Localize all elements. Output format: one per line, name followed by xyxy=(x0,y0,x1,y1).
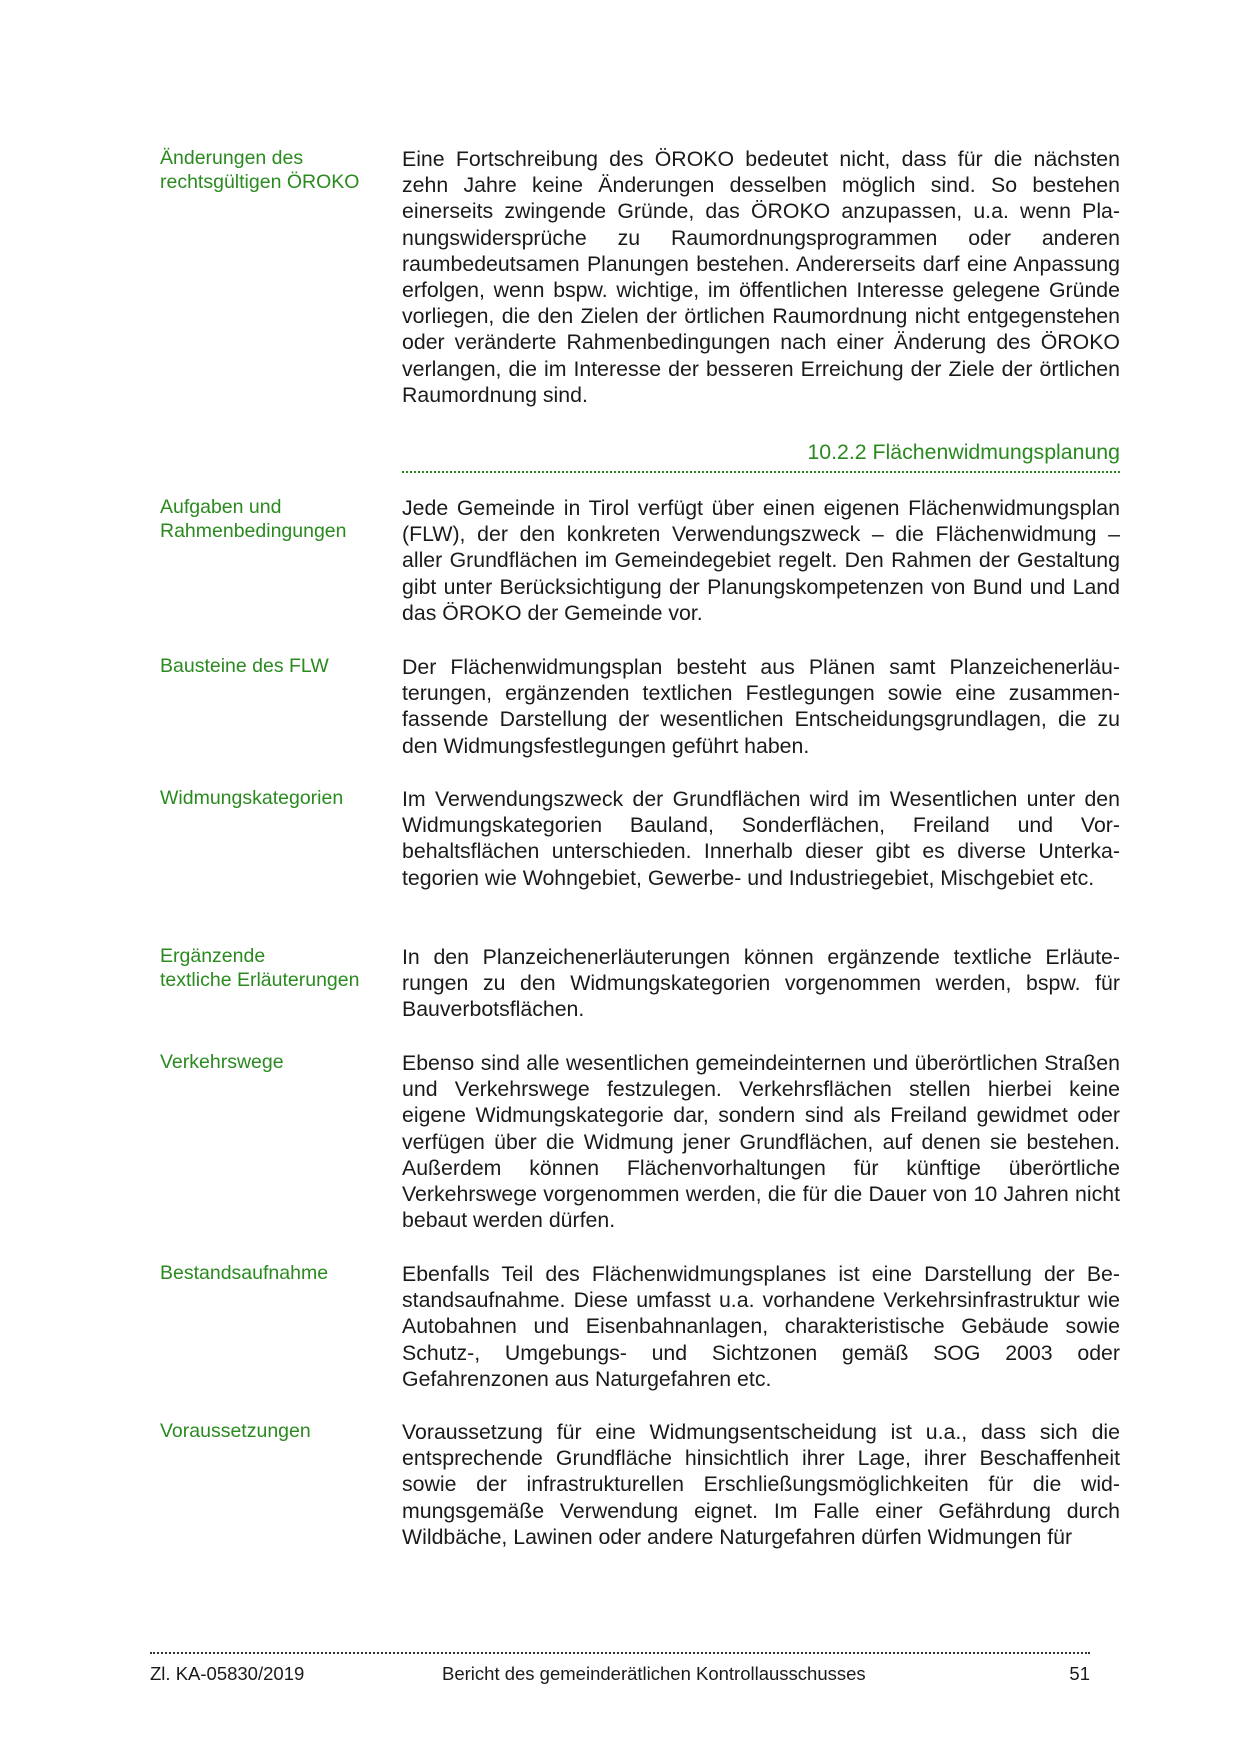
section-ergaenzende xyxy=(160,944,1120,1023)
margin-label: Voraussetzungen xyxy=(160,1420,311,1442)
section-aufgaben xyxy=(160,495,1120,626)
margin-label: Ergänzende textliche Erläuterungen xyxy=(160,945,360,991)
paragraph: In den Planzeichenerläuterungen können ergänzende textliche Erläuterungen zu den Widmungskategorien vorgenommen werden, bspw. für Bauverbotsflächen. xyxy=(402,945,1120,1022)
footer-reference: Zl. KA-05830/2019 xyxy=(150,1663,305,1684)
margin-label: Bausteine des FLW xyxy=(160,655,329,677)
margin-label: Änderungen des rechtsgültigen ÖROKO xyxy=(160,147,360,193)
paragraph: Der Flächenwidmungsplan besteht aus Plänen samt Planzeichenerläuterungen, ergänzenden textlichen Festlegungen sowie eine zusammenfassende Darstellung der wesentlichen Entscheidungsgrundlagen, die zu den Widmungsfestlegungen geführt haben. xyxy=(402,655,1120,758)
section-bausteine xyxy=(160,654,1120,759)
footer-divider xyxy=(150,1652,1090,1654)
paragraph: Ebenso sind alle wesentlichen gemeindeinternen und überörtlichen Straßen und Verkehrswege festzulegen. Verkehrsflächen stellen hierbei keine eigene Widmungskategorie dar, sondern sind als Freiland gewidmet oder verfügen über die Widmung jener Grundflächen, auf denen sie bestehen. Außerdem können Flächenvorhaltungen für künftige überörtliche Verkehrswege vorgenommen werden, die für die Dauer von 10 Jahren nicht bebaut werden dürfen. xyxy=(402,1051,1120,1233)
margin-label: Verkehrswege xyxy=(160,1051,284,1073)
margin-label: Widmungskategorien xyxy=(160,787,344,809)
paragraph: Ebenfalls Teil des Flächenwidmungsplanes ist eine Darstellung der Bestandsaufnahme. Diese umfasst u.a. vorhandene Verkehrsinfrastruktur wie Autobahnen und Eisenbahnanlagen, charakteristische Gebäude sowie Schutz-, Umgebungs- und Sichtzonen gemäß SOG 2003 oder Gefahrenzonen aus Naturgefahren etc. xyxy=(402,1262,1120,1391)
paragraph: Im Verwendungszweck der Grundflächen wird im Wesentlichen unter den Widmungskategorien Bauland, Sonderflächen, Freiland und Vorbehaltsflächen unterschieden. Innerhalb dieser gibt es diverse Unterkategorien wie Wohngebiet, Gewerbe- und Industriegebiet, Mischgebiet etc. xyxy=(402,787,1120,890)
subheading-divider xyxy=(402,471,1120,473)
section-voraussetzungen xyxy=(160,1419,1120,1550)
margin-label: Bestandsaufnahme xyxy=(160,1262,329,1284)
paragraph: Voraussetzung für eine Widmungsentscheidung ist u.a., dass sich die entsprechende Grundfläche hinsichtlich ihrer Lage, ihrer Beschaffenheit sowie der infrastrukturellen Erschließungsmöglichkeiten für die widmungsgemäße Verwendung eignet. Im Falle einer Gefährdung durch Wildbäche, Lawinen oder andere Naturgefahren dürfen Widmungen für xyxy=(402,1420,1120,1549)
section-widmungskategorien xyxy=(160,786,1120,891)
subheading: 10.2.2 Flächenwidmungsplanung xyxy=(807,440,1120,464)
page-number: 51 xyxy=(1069,1663,1090,1684)
section-verkehrswege xyxy=(160,1050,1120,1233)
section-bestandsaufnahme xyxy=(160,1261,1120,1392)
section-aenderungen xyxy=(160,146,1120,408)
footer-title: Bericht des gemeinderätlichen Kontrollausschusses xyxy=(442,1663,866,1684)
margin-label: Aufgaben und Rahmenbedingungen xyxy=(160,496,347,542)
paragraph: Jede Gemeinde in Tirol verfügt über einen eigenen Flächenwidmungsplan (FLW), der den konkreten Verwendungszweck – die Flächenwidmung – aller Grundflächen im Gemeindegebiet regelt. Den Rahmen der Gestaltung gibt unter Berücksichtigung der Planungskompetenzen von Bund und Land das ÖROKO der Gemeinde vor. xyxy=(402,496,1120,625)
paragraph: Eine Fortschreibung des ÖROKO bedeutet nicht, dass für die nächsten zehn Jahre keine Änderungen desselben möglich sind. So bestehen einerseits zwingende Gründe, das ÖROKO anzupassen, u.a. wenn Planungswidersprüche zu Raumordnungsprogrammen oder anderen raumbedeutsamen Planungen bestehen. Andererseits darf eine Anpassung erfolgen, wenn bspw. wichtige, im öffentlichen Interesse gelegene Gründe vorliegen, die den Zielen der örtlichen Raumordnung nicht entgegenstehen oder veränderte Rahmenbedingungen nach einer Änderung des ÖROKO verlangen, die im Interesse der besseren Erreichung der Ziele der örtlichen Raumordnung sind. xyxy=(402,147,1120,407)
